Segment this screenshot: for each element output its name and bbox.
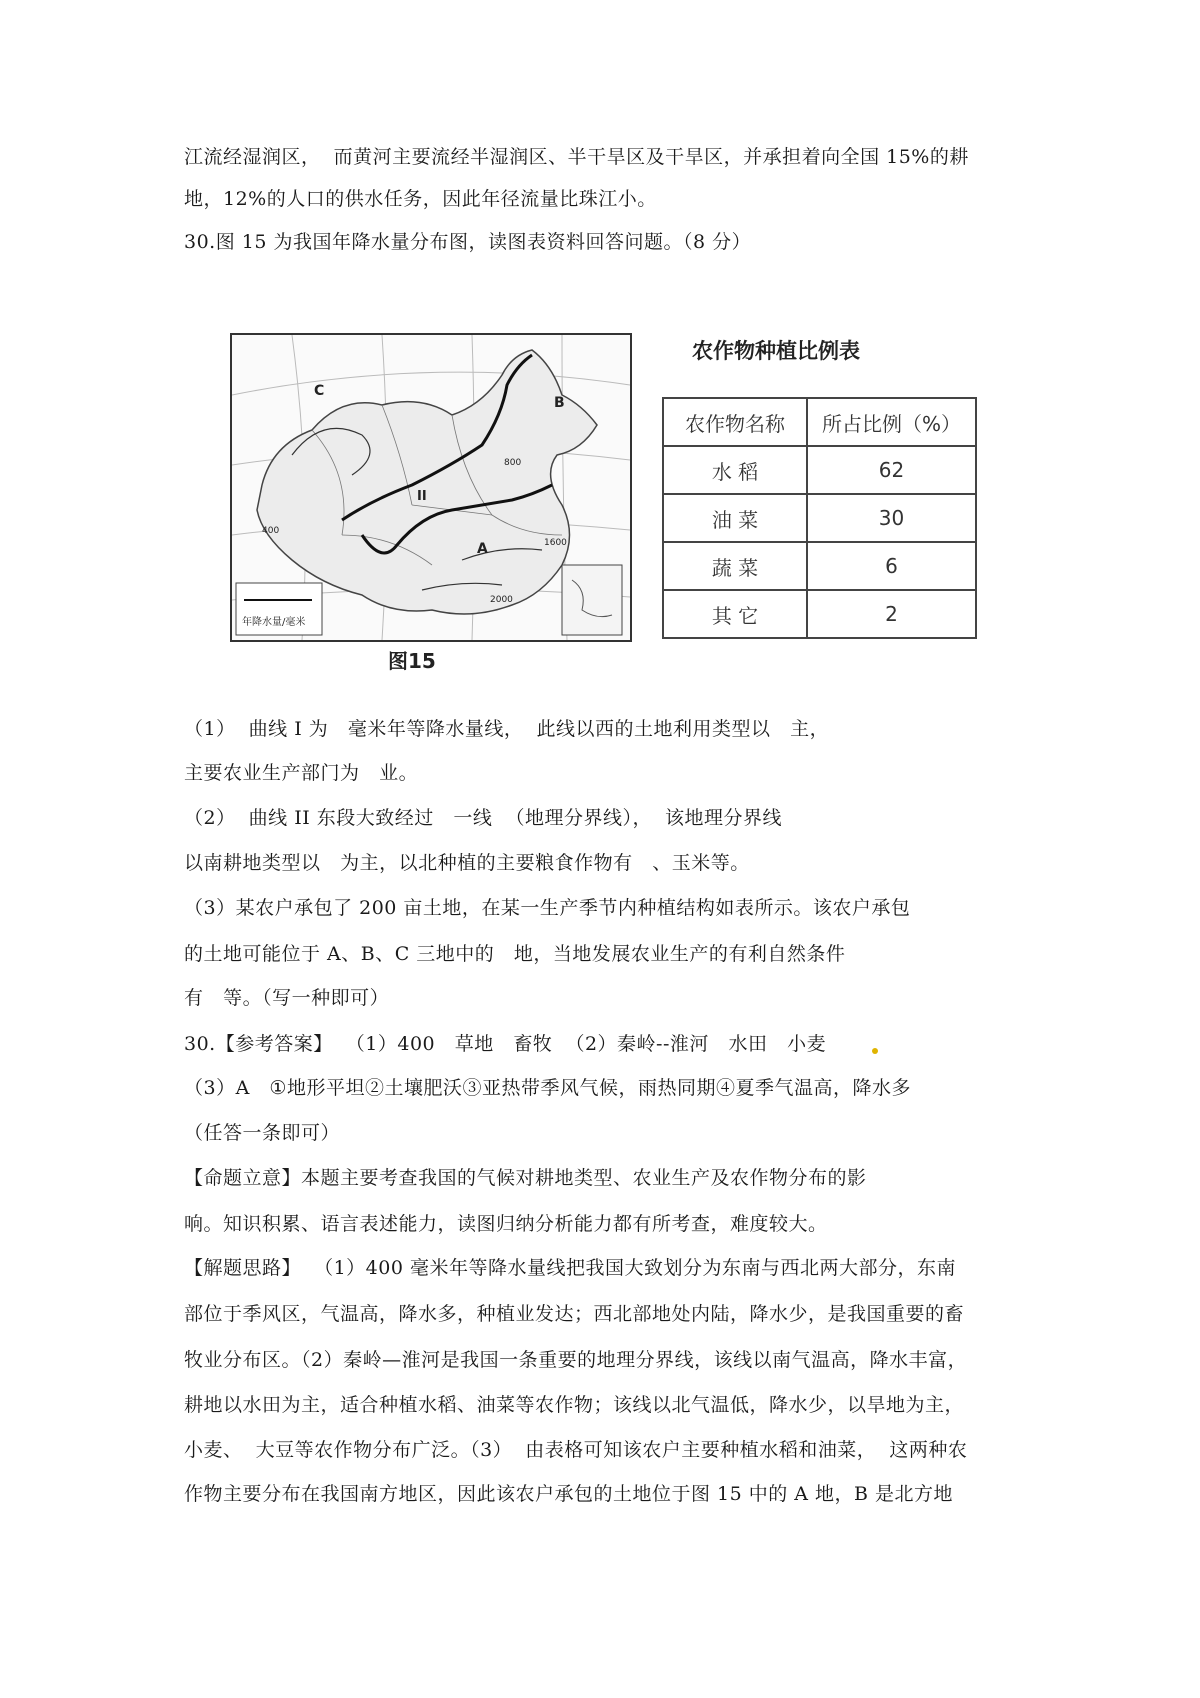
figure-block: [222, 327, 982, 687]
answer-line: （3）A ①地形平坦②土壤肥沃③亚热带季风气候，雨热同期④夏季气温高，降水多: [184, 1077, 911, 1099]
text-line: 牧业分布区。（2）秦岭—淮河是我国一条重要的地理分界线，该线以南气温高，降水丰富，: [184, 1349, 968, 1371]
crop-pct: 2: [807, 590, 976, 638]
question-title: 30.图 15 为我国年降水量分布图，读图表资料回答问题。（8 分）: [184, 231, 752, 253]
table-row: [663, 590, 976, 638]
text-line: 的土地可能位于 A、B、C 三地中的 地，当地发展农业生产的有利自然条件: [184, 943, 846, 965]
precipitation-map: [230, 333, 632, 642]
table-row: [663, 542, 976, 590]
map-label-1600: 1600: [544, 538, 567, 548]
table-row: [663, 494, 976, 542]
map-caption: 图15: [388, 649, 436, 673]
text-line: 【解题思路】 （1）400 毫米年等降水量线把我国大致划分为东南与西北两大部分，东南: [184, 1257, 956, 1279]
table-header-pct: 所占比例（%）: [807, 398, 976, 446]
crop-name: 水 稻: [663, 446, 807, 494]
map-label-2000: 2000: [490, 595, 513, 605]
map-label-c: C: [314, 383, 325, 399]
text-line: 地，12%的人口的供水任务，因此年径流量比珠江小。: [184, 188, 657, 210]
text-line: 江流经湿润区， 而黄河主要流经半湿润区、半干旱区及干旱区，并承担着向全国 15%的耕: [184, 146, 969, 168]
table-row: [663, 446, 976, 494]
map-drawing: [232, 335, 630, 640]
table-title: 农作物种植比例表: [692, 339, 860, 363]
map-label-400: 400: [262, 526, 280, 536]
text-line: 部位于季风区，气温高，降水多，种植业发达；西北部地处内陆，降水少，是我国重要的畜: [184, 1303, 965, 1325]
map-label-a: A: [477, 541, 488, 557]
map-label-b: B: [554, 395, 565, 411]
text-line: 响。知识积累、语言表述能力，读图归纳分析能力都有所考查，难度较大。: [184, 1213, 828, 1235]
crop-pct: 30: [807, 494, 976, 542]
answer-line: 30.【参考答案】 （1）400 草地 畜牧 （2）秦岭--淮河 水田 小麦: [184, 1033, 827, 1055]
text-line: （2） 曲线 II 东段大致经过 一线 （地理分界线）， 该地理分界线: [184, 807, 783, 829]
crop-name: 油 菜: [663, 494, 807, 542]
text-line: 耕地以水田为主，适合种植水稻、油菜等农作物；该线以北气温低，降水少，以旱地为主，: [184, 1394, 965, 1416]
crop-pct: 62: [807, 446, 976, 494]
text-line: 有 等。（写一种即可）: [184, 987, 390, 1009]
map-legend-text: 年降水量/毫米: [242, 617, 306, 628]
table-header-crop: 农作物名称: [663, 398, 807, 446]
text-line: 作物主要分布在我国南方地区，因此该农户承包的土地位于图 15 中的 A 地，B 是北方地: [184, 1483, 954, 1505]
highlight-dot: [872, 1048, 878, 1054]
text-line: 以南耕地类型以 为主，以北种植的主要粮食作物有 、玉米等。: [184, 852, 750, 874]
table-header-row: [663, 398, 976, 446]
crop-name: 蔬 菜: [663, 542, 807, 590]
map-label-800: 800: [504, 458, 522, 468]
text-line: （3）某农户承包了 200 亩土地，在某一生产季节内种植结构如表所示。该农户承包: [184, 897, 911, 919]
crop-pct: 6: [807, 542, 976, 590]
crop-ratio-table: [662, 397, 977, 639]
crop-name: 其 它: [663, 590, 807, 638]
text-line: 主要农业生产部门为 业。: [184, 762, 419, 784]
text-line: （1） 曲线 I 为 毫米年等降水量线， 此线以西的土地利用类型以 主，: [184, 718, 830, 740]
map-label-ii: II: [417, 489, 427, 504]
text-line: 【命题立意】本题主要考查我国的气候对耕地类型、农业生产及农作物分布的影: [184, 1167, 867, 1189]
text-line: 小麦、 大豆等农作物分布广泛。（3） 由表格可知该农户主要种植水稻和油菜， 这两种农: [184, 1439, 968, 1461]
answer-line: （任答一条即可）: [184, 1122, 341, 1144]
